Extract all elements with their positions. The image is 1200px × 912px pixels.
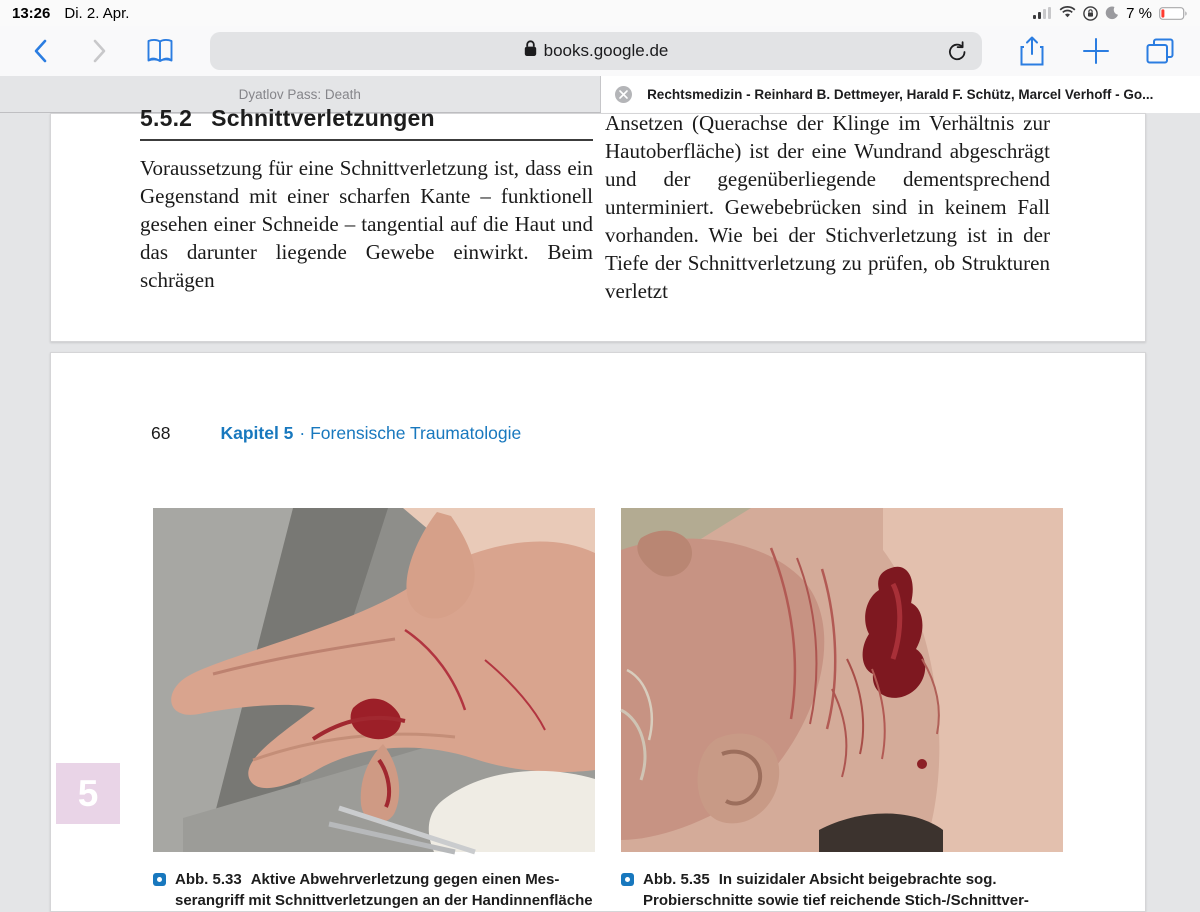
orientation-lock-icon <box>1083 6 1098 21</box>
figure-label: Abb. 5.33 <box>175 871 242 888</box>
back-button[interactable] <box>18 31 62 71</box>
figure-caption-continuation: Probierschnitte sowie tief reichende Stich-/Schnittver- <box>643 892 1073 909</box>
tab-title: Dyatlov Pass: Death <box>239 87 361 102</box>
status-bar <box>0 0 1200 26</box>
safari-toolbar <box>0 26 1200 76</box>
address-bar[interactable] <box>210 32 982 70</box>
figure-label: Abb. 5.35 <box>643 871 710 888</box>
figure-caption-5-33 <box>153 870 605 909</box>
chapter-label: Kapitel 5 <box>220 423 293 444</box>
share-button[interactable] <box>1010 31 1054 71</box>
moon-icon <box>1105 6 1119 20</box>
section-number: 5.5.2 <box>140 105 192 132</box>
book-scroll-area[interactable] <box>0 113 1200 900</box>
tab-overview-button[interactable] <box>1138 31 1182 71</box>
section-title: Schnittverletzungen <box>211 105 435 132</box>
bookmarks-button[interactable] <box>138 31 182 71</box>
status-date: Di. 2. Apr. <box>64 5 129 22</box>
figure-caption-text: In suizidaler Absicht beigebrachte sog. <box>719 871 997 888</box>
book-page-upper <box>50 113 1146 342</box>
url-text: books.google.de <box>544 41 669 61</box>
close-tab-button[interactable] <box>615 86 632 103</box>
figure-bullet-icon <box>153 873 166 886</box>
body-paragraph-right: Ansetzen (Querachse der Klinge im Verhältnis zur Hautoberfläche) ist der eine Wundrand abgeschrägt und der gegenüberliegende dementsprechend unterminiert. Gewebebrücken sind in keinem Fall vorhanden. Wie bei der Stichverletzung ist in der Tiefe der Schnittverletzung zu prüfen, ob Strukturen verletzt <box>605 109 1050 305</box>
reload-button[interactable] <box>942 37 972 65</box>
figure-caption-text: Aktive Abwehrverletzung gegen einen Mes- <box>251 871 560 888</box>
book-page-lower <box>50 352 1146 912</box>
forward-button[interactable] <box>78 31 122 71</box>
running-header <box>151 423 521 444</box>
section-heading <box>140 105 593 132</box>
body-paragraph-left: Voraussetzung für eine Schnittverletzung ist, dass ein Gegenstand mit einer scharfen Kante – funktionell gesehen einer Schneide – tangential auf die Haut und das darunter liegende Gewebe einwirkt. Beim schrägen <box>140 154 593 294</box>
figure-bullet-icon <box>621 873 634 886</box>
chapter-title: · Forensische Traumatologie <box>299 423 521 444</box>
battery-percent: 7 % <box>1126 5 1152 22</box>
page-number: 68 <box>151 423 170 444</box>
battery-icon <box>1159 7 1188 20</box>
hand-with-cut-injuries-photo <box>153 508 595 852</box>
wifi-icon <box>1059 7 1076 19</box>
tab-rechtsmedizin[interactable] <box>601 76 1200 113</box>
cellular-signal-icon <box>1033 7 1052 19</box>
status-time: 13:26 <box>12 5 50 22</box>
tab-title: Rechtsmedizin - Reinhard B. Dettmeyer, Harald F. Schütz, Marcel Verhoff - Go... <box>647 87 1153 102</box>
section-rule <box>140 139 593 141</box>
chapter-number-tab: 5 <box>56 763 120 824</box>
figure-caption-5-35 <box>621 870 1073 909</box>
figure-caption-continuation: serangriff mit Schnittverletzungen an der Handinnenfläche <box>175 892 605 909</box>
neck-with-cut-injuries-photo <box>621 508 1063 852</box>
lock-icon <box>524 40 537 62</box>
new-tab-button[interactable] <box>1074 31 1118 71</box>
